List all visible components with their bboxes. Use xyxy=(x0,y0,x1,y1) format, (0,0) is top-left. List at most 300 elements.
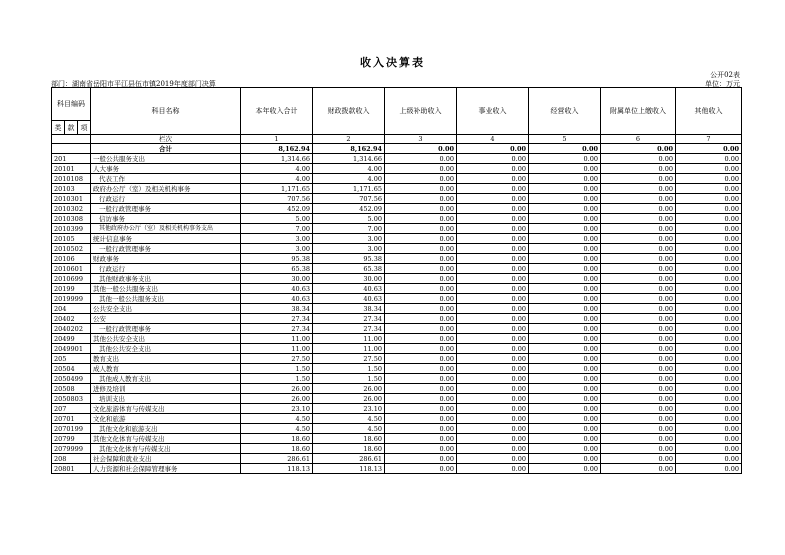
cell-upper: 0.00 xyxy=(385,334,457,344)
cell-business: 0.00 xyxy=(529,394,601,404)
table-row xyxy=(52,424,742,434)
cell-affiliated: 0.00 xyxy=(601,244,676,254)
cell-other: 0.00 xyxy=(676,244,742,254)
cell-total: 26.00 xyxy=(241,384,313,394)
cell-total: 18.60 xyxy=(241,444,313,454)
cell-upper: 0.00 xyxy=(385,444,457,454)
cell-other: 0.00 xyxy=(676,334,742,344)
cell-business: 0.00 xyxy=(529,334,601,344)
cell-business: 0.00 xyxy=(529,444,601,454)
row-code: 2010308 xyxy=(52,214,91,224)
cell-upper: 0.00 xyxy=(385,454,457,464)
cell-career: 0.00 xyxy=(457,224,529,234)
row-name: 其他文化体育与传媒支出 xyxy=(91,444,241,454)
cell-career: 0.00 xyxy=(457,354,529,364)
department-label: 部门：湖南省岳阳市平江县伍市镇2019年度部门决算 xyxy=(51,80,216,88)
header-career: 事业收入 xyxy=(457,88,529,135)
cell-career: 0.00 xyxy=(457,194,529,204)
total-cell: 8,162.94 xyxy=(241,144,313,154)
cell-career: 0.00 xyxy=(457,204,529,214)
cell-affiliated: 0.00 xyxy=(601,274,676,284)
row-name: 一般行政管理事务 xyxy=(91,204,241,214)
header-fiscal: 财政拨款收入 xyxy=(313,88,385,135)
cell-affiliated: 0.00 xyxy=(601,304,676,314)
col-number: 5 xyxy=(529,135,601,144)
cell-fiscal: 5.00 xyxy=(313,214,385,224)
cell-other: 0.00 xyxy=(676,184,742,194)
cell-upper: 0.00 xyxy=(385,164,457,174)
row-code: 20504 xyxy=(52,364,91,374)
table-row xyxy=(52,274,742,284)
cell-upper: 0.00 xyxy=(385,464,457,474)
cell-affiliated: 0.00 xyxy=(601,424,676,434)
cell-affiliated: 0.00 xyxy=(601,324,676,334)
table-row xyxy=(52,304,742,314)
table-row xyxy=(52,404,742,414)
cell-affiliated: 0.00 xyxy=(601,174,676,184)
table-row xyxy=(52,444,742,454)
cell-total: 4.00 xyxy=(241,164,313,174)
column-number-row xyxy=(52,135,742,144)
table-row xyxy=(52,244,742,254)
header-affiliated: 附属单位上缴收入 xyxy=(601,88,676,135)
cell-business: 0.00 xyxy=(529,204,601,214)
cell-total: 27.50 xyxy=(241,354,313,364)
table-row xyxy=(52,384,742,394)
cell-business: 0.00 xyxy=(529,184,601,194)
cell-career: 0.00 xyxy=(457,314,529,324)
total-cell: 0.00 xyxy=(457,144,529,154)
row-name: 文化旅游体育与传媒支出 xyxy=(91,404,241,414)
cell-fiscal: 40.63 xyxy=(313,284,385,294)
row-code: 20799 xyxy=(52,434,91,444)
row-name: 其他一般公共服务支出 xyxy=(91,294,241,304)
col-number: 2 xyxy=(313,135,385,144)
cell-fiscal: 18.60 xyxy=(313,444,385,454)
cell-career: 0.00 xyxy=(457,234,529,244)
row-name: 公安 xyxy=(91,314,241,324)
cell-upper: 0.00 xyxy=(385,154,457,164)
cell-affiliated: 0.00 xyxy=(601,354,676,364)
row-name: 其他文化体育与传媒支出 xyxy=(91,434,241,444)
cell-upper: 0.00 xyxy=(385,314,457,324)
row-code: 207 xyxy=(52,404,91,414)
cell-fiscal: 118.13 xyxy=(313,464,385,474)
cell-total: 452.09 xyxy=(241,204,313,214)
cell-upper: 0.00 xyxy=(385,204,457,214)
cell-total: 4.50 xyxy=(241,424,313,434)
cell-career: 0.00 xyxy=(457,334,529,344)
cell-affiliated: 0.00 xyxy=(601,404,676,414)
row-code: 2010301 xyxy=(52,194,91,204)
table-row xyxy=(52,374,742,384)
cell-total: 707.56 xyxy=(241,194,313,204)
cell-career: 0.00 xyxy=(457,404,529,414)
cell-total: 11.00 xyxy=(241,344,313,354)
table-row xyxy=(52,294,742,304)
row-code: 20103 xyxy=(52,184,91,194)
cell-upper: 0.00 xyxy=(385,194,457,204)
cell-business: 0.00 xyxy=(529,374,601,384)
cell-business: 0.00 xyxy=(529,164,601,174)
cell-upper: 0.00 xyxy=(385,234,457,244)
table-row xyxy=(52,344,742,354)
cell-affiliated: 0.00 xyxy=(601,224,676,234)
row-name: 成人教育 xyxy=(91,364,241,374)
cell-career: 0.00 xyxy=(457,464,529,474)
table-row xyxy=(52,354,742,364)
cell-fiscal: 7.00 xyxy=(313,224,385,234)
cell-career: 0.00 xyxy=(457,324,529,334)
cell-upper: 0.00 xyxy=(385,274,457,284)
cell-upper: 0.00 xyxy=(385,244,457,254)
cell-affiliated: 0.00 xyxy=(601,164,676,174)
row-name: 培训支出 xyxy=(91,394,241,404)
cell-upper: 0.00 xyxy=(385,404,457,414)
cell-career: 0.00 xyxy=(457,424,529,434)
row-name: 其他公共安全支出 xyxy=(91,344,241,354)
row-name: 其他一般公共服务支出 xyxy=(91,284,241,294)
cell-fiscal: 38.34 xyxy=(313,304,385,314)
row-name: 文化和旅游 xyxy=(91,414,241,424)
cell-upper: 0.00 xyxy=(385,414,457,424)
cell-other: 0.00 xyxy=(676,164,742,174)
cell-other: 0.00 xyxy=(676,384,742,394)
cell-career: 0.00 xyxy=(457,274,529,284)
cell-other: 0.00 xyxy=(676,344,742,354)
table-row xyxy=(52,184,742,194)
cell-fiscal: 4.00 xyxy=(313,164,385,174)
header-business: 经营收入 xyxy=(529,88,601,135)
table-row xyxy=(52,434,742,444)
row-name: 财政事务 xyxy=(91,254,241,264)
row-code: 20101 xyxy=(52,164,91,174)
cell-career: 0.00 xyxy=(457,414,529,424)
table-row xyxy=(52,174,742,184)
cell-affiliated: 0.00 xyxy=(601,154,676,164)
row-code: 2010601 xyxy=(52,264,91,274)
cell-business: 0.00 xyxy=(529,194,601,204)
row-code: 20499 xyxy=(52,334,91,344)
cell-fiscal: 27.34 xyxy=(313,314,385,324)
cell-fiscal: 286.61 xyxy=(313,454,385,464)
cell-other: 0.00 xyxy=(676,264,742,274)
cell-upper: 0.00 xyxy=(385,434,457,444)
cell-affiliated: 0.00 xyxy=(601,234,676,244)
row-code: 2010302 xyxy=(52,204,91,214)
cell-other: 0.00 xyxy=(676,394,742,404)
cell-business: 0.00 xyxy=(529,284,601,294)
cell-career: 0.00 xyxy=(457,374,529,384)
cell-career: 0.00 xyxy=(457,164,529,174)
cell-fiscal: 27.50 xyxy=(313,354,385,364)
header-code: 科目编码 xyxy=(52,88,91,121)
cell-other: 0.00 xyxy=(676,314,742,324)
cell-total: 118.13 xyxy=(241,464,313,474)
cell-affiliated: 0.00 xyxy=(601,384,676,394)
cell-business: 0.00 xyxy=(529,324,601,334)
row-name: 一般公共服务支出 xyxy=(91,154,241,164)
cell-career: 0.00 xyxy=(457,154,529,164)
row-code: 2079999 xyxy=(52,444,91,454)
row-code: 20402 xyxy=(52,314,91,324)
cell-fiscal: 4.50 xyxy=(313,414,385,424)
row-name: 其他文化和旅游支出 xyxy=(91,424,241,434)
col-number: 7 xyxy=(676,135,742,144)
cell-total: 1,314.66 xyxy=(241,154,313,164)
cell-other: 0.00 xyxy=(676,234,742,244)
table-row xyxy=(52,154,742,164)
row-code: 2050803 xyxy=(52,394,91,404)
row-code: 20801 xyxy=(52,464,91,474)
cell-other: 0.00 xyxy=(676,194,742,204)
cell-affiliated: 0.00 xyxy=(601,264,676,274)
cell-career: 0.00 xyxy=(457,174,529,184)
total-cell: 0.00 xyxy=(529,144,601,154)
cell-total: 40.63 xyxy=(241,284,313,294)
cell-other: 0.00 xyxy=(676,154,742,164)
header-xiang: 项 xyxy=(78,121,91,135)
cell-total: 18.60 xyxy=(241,434,313,444)
total-row xyxy=(52,144,742,154)
cell-career: 0.00 xyxy=(457,394,529,404)
row-code: 208 xyxy=(52,454,91,464)
cell-affiliated: 0.00 xyxy=(601,204,676,214)
cell-career: 0.00 xyxy=(457,444,529,454)
cell-total: 4.50 xyxy=(241,414,313,424)
row-code: 205 xyxy=(52,354,91,364)
table-row xyxy=(52,454,742,464)
cell-total: 3.00 xyxy=(241,234,313,244)
row-name: 政府办公厅（室）及相关机构事务 xyxy=(91,184,241,194)
cell-other: 0.00 xyxy=(676,434,742,444)
cell-fiscal: 4.00 xyxy=(313,174,385,184)
cell-affiliated: 0.00 xyxy=(601,334,676,344)
cell-total: 1,171.65 xyxy=(241,184,313,194)
col-number: 1 xyxy=(241,135,313,144)
cell-upper: 0.00 xyxy=(385,304,457,314)
header-kuan: 款 xyxy=(65,121,78,135)
cell-business: 0.00 xyxy=(529,464,601,474)
cell-other: 0.00 xyxy=(676,414,742,424)
total-cell: 0.00 xyxy=(601,144,676,154)
cell-fiscal: 26.00 xyxy=(313,394,385,404)
cell-career: 0.00 xyxy=(457,254,529,264)
cell-other: 0.00 xyxy=(676,364,742,374)
col-number: 4 xyxy=(457,135,529,144)
cell-upper: 0.00 xyxy=(385,324,457,334)
cell-upper: 0.00 xyxy=(385,344,457,354)
cell-business: 0.00 xyxy=(529,244,601,254)
cell-career: 0.00 xyxy=(457,344,529,354)
row-code: 2010699 xyxy=(52,274,91,284)
cell-fiscal: 95.38 xyxy=(313,254,385,264)
cell-career: 0.00 xyxy=(457,184,529,194)
cell-fiscal: 11.00 xyxy=(313,344,385,354)
cell-business: 0.00 xyxy=(529,294,601,304)
cell-fiscal: 26.00 xyxy=(313,384,385,394)
cell-business: 0.00 xyxy=(529,414,601,424)
row-code: 20701 xyxy=(52,414,91,424)
cell-upper: 0.00 xyxy=(385,374,457,384)
cell-other: 0.00 xyxy=(676,224,742,234)
row-code: 2040202 xyxy=(52,324,91,334)
row-name: 其他成人教育支出 xyxy=(91,374,241,384)
row-code: 20106 xyxy=(52,254,91,264)
cell-upper: 0.00 xyxy=(385,354,457,364)
cell-career: 0.00 xyxy=(457,304,529,314)
row-name: 一般行政管理事务 xyxy=(91,244,241,254)
cell-business: 0.00 xyxy=(529,434,601,444)
total-cell: 0.00 xyxy=(385,144,457,154)
cell-total: 26.00 xyxy=(241,394,313,404)
table-row xyxy=(52,164,742,174)
table-row xyxy=(52,334,742,344)
cell-business: 0.00 xyxy=(529,424,601,434)
table-row xyxy=(52,194,742,204)
cell-total: 3.00 xyxy=(241,244,313,254)
cell-affiliated: 0.00 xyxy=(601,184,676,194)
cell-affiliated: 0.00 xyxy=(601,414,676,424)
header-lei: 类 xyxy=(52,121,65,135)
cell-fiscal: 452.09 xyxy=(313,204,385,214)
table-row xyxy=(52,314,742,324)
cell-fiscal: 3.00 xyxy=(313,244,385,254)
row-name: 代表工作 xyxy=(91,174,241,184)
cell-affiliated: 0.00 xyxy=(601,194,676,204)
cell-affiliated: 0.00 xyxy=(601,454,676,464)
row-name: 统计信息事务 xyxy=(91,234,241,244)
cell-other: 0.00 xyxy=(676,304,742,314)
table-row xyxy=(52,464,742,474)
cell-total: 40.63 xyxy=(241,294,313,304)
header-total: 本年收入合计 xyxy=(241,88,313,135)
cell-other: 0.00 xyxy=(676,444,742,454)
cell-business: 0.00 xyxy=(529,314,601,324)
cell-affiliated: 0.00 xyxy=(601,314,676,324)
row-name: 进修及培训 xyxy=(91,384,241,394)
cell-affiliated: 0.00 xyxy=(601,374,676,384)
cell-other: 0.00 xyxy=(676,324,742,334)
row-code: 201 xyxy=(52,154,91,164)
cell-career: 0.00 xyxy=(457,294,529,304)
cell-upper: 0.00 xyxy=(385,394,457,404)
cell-affiliated: 0.00 xyxy=(601,344,676,354)
cell-total: 38.34 xyxy=(241,304,313,314)
table-row xyxy=(52,204,742,214)
header-other: 其他收入 xyxy=(676,88,742,135)
cell-total: 30.00 xyxy=(241,274,313,284)
cell-total: 7.00 xyxy=(241,224,313,234)
cell-upper: 0.00 xyxy=(385,264,457,274)
cell-total: 65.38 xyxy=(241,264,313,274)
cell-affiliated: 0.00 xyxy=(601,434,676,444)
row-code: 2010502 xyxy=(52,244,91,254)
cell-total: 1.50 xyxy=(241,374,313,384)
header-name: 科目名称 xyxy=(91,88,241,135)
cell-fiscal: 1.50 xyxy=(313,374,385,384)
total-label: 合计 xyxy=(91,144,241,154)
cell-fiscal: 18.60 xyxy=(313,434,385,444)
table-row xyxy=(52,214,742,224)
row-code: 2050499 xyxy=(52,374,91,384)
cell-total: 27.34 xyxy=(241,324,313,334)
cell-career: 0.00 xyxy=(457,384,529,394)
cell-fiscal: 40.63 xyxy=(313,294,385,304)
cell-business: 0.00 xyxy=(529,224,601,234)
cell-fiscal: 65.38 xyxy=(313,264,385,274)
table-row xyxy=(52,254,742,264)
table-row xyxy=(52,324,742,334)
table-row xyxy=(52,364,742,374)
cell-other: 0.00 xyxy=(676,464,742,474)
cell-business: 0.00 xyxy=(529,154,601,164)
table-row xyxy=(52,224,742,234)
cell-other: 0.00 xyxy=(676,374,742,384)
cell-affiliated: 0.00 xyxy=(601,284,676,294)
row-name: 公共安全支出 xyxy=(91,304,241,314)
cell-other: 0.00 xyxy=(676,204,742,214)
table-row xyxy=(52,394,742,404)
cell-affiliated: 0.00 xyxy=(601,364,676,374)
cell-total: 95.38 xyxy=(241,254,313,264)
cell-total: 11.00 xyxy=(241,334,313,344)
cell-fiscal: 3.00 xyxy=(313,234,385,244)
cell-other: 0.00 xyxy=(676,274,742,284)
table-row xyxy=(52,414,742,424)
cell-business: 0.00 xyxy=(529,404,601,414)
cell-career: 0.00 xyxy=(457,284,529,294)
cell-affiliated: 0.00 xyxy=(601,294,676,304)
row-code: 204 xyxy=(52,304,91,314)
total-cell: 8,162.94 xyxy=(313,144,385,154)
row-name: 人大事务 xyxy=(91,164,241,174)
form-number: 公开02表 xyxy=(710,71,740,79)
cell-business: 0.00 xyxy=(529,354,601,364)
cell-total: 27.34 xyxy=(241,314,313,324)
cell-business: 0.00 xyxy=(529,384,601,394)
cell-other: 0.00 xyxy=(676,214,742,224)
cell-fiscal: 11.00 xyxy=(313,334,385,344)
cell-business: 0.00 xyxy=(529,254,601,264)
row-name: 行政运行 xyxy=(91,264,241,274)
cell-total: 5.00 xyxy=(241,214,313,224)
row-name: 人力资源和社会保障管理事务 xyxy=(91,464,241,474)
cell-total: 286.61 xyxy=(241,454,313,464)
cell-upper: 0.00 xyxy=(385,384,457,394)
row-name: 社会保障和就业支出 xyxy=(91,454,241,464)
total-cell: 0.00 xyxy=(676,144,742,154)
cell-other: 0.00 xyxy=(676,284,742,294)
cell-career: 0.00 xyxy=(457,364,529,374)
cell-affiliated: 0.00 xyxy=(601,464,676,474)
cell-fiscal: 1.50 xyxy=(313,364,385,374)
cell-career: 0.00 xyxy=(457,244,529,254)
cell-business: 0.00 xyxy=(529,234,601,244)
row-code: 2010108 xyxy=(52,174,91,184)
row-code: 2019999 xyxy=(52,294,91,304)
cell-business: 0.00 xyxy=(529,304,601,314)
cell-other: 0.00 xyxy=(676,354,742,364)
cell-business: 0.00 xyxy=(529,214,601,224)
cell-business: 0.00 xyxy=(529,454,601,464)
cell-fiscal: 1,171.65 xyxy=(313,184,385,194)
cell-fiscal: 23.10 xyxy=(313,404,385,414)
cell-business: 0.00 xyxy=(529,344,601,354)
cell-upper: 0.00 xyxy=(385,174,457,184)
row-code: 20508 xyxy=(52,384,91,394)
cell-affiliated: 0.00 xyxy=(601,214,676,224)
